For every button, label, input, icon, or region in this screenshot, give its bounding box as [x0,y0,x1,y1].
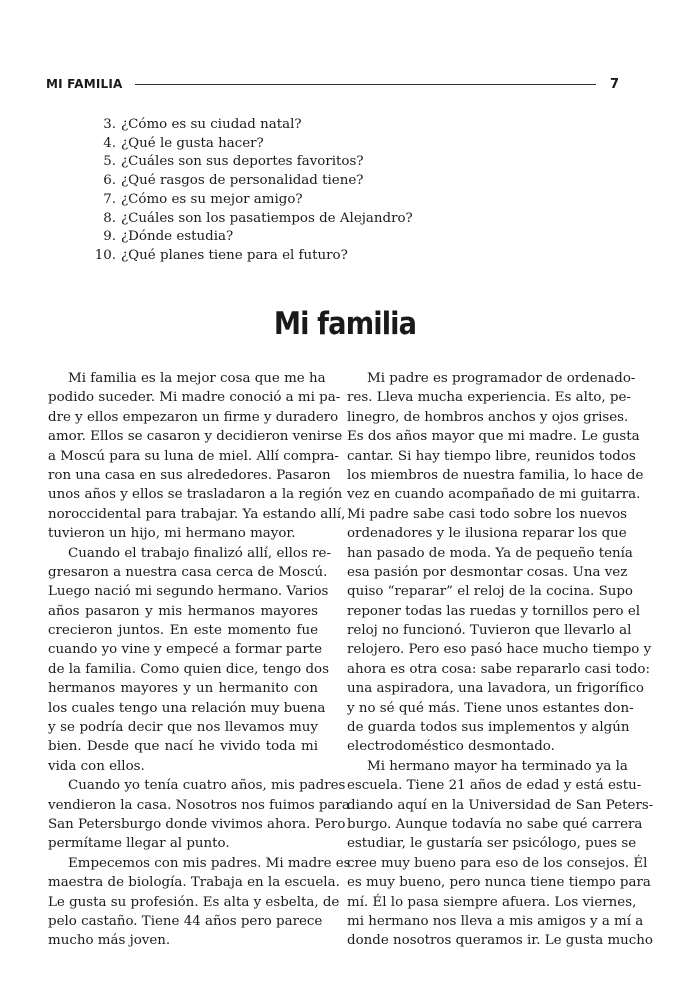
question-item [90,172,413,191]
text-line: ahora es otra cosa: sabe repararlo casi todo: [347,661,650,677]
question-number: 5. [103,154,116,170]
text-line: esa pasión por desmontar cosas. Una vez [347,564,628,580]
question-text: ¿Cuáles son sus deportes favoritos? [121,154,364,170]
text-line: cantar. Si hay tiempo libre, reunidos todos [347,448,636,464]
text-line: Mi familia es la mejor cosa que me ha [68,371,326,386]
question-number: 6. [103,173,116,189]
text-line: diando aquí en la Universidad de San Peters- [347,797,654,813]
question-text: ¿Cuáles son los pasatiempos de Alejandro? [121,210,413,226]
question-item [90,210,413,229]
text-line: Mi padre es programador de ordenado- [367,371,636,386]
text-line: gresaron a nuestra casa cerca de Moscú. [48,564,328,580]
question-list [90,116,413,266]
chapter-title: Mi familia [273,306,417,342]
text-line: estudiar, le gustaría ser psicólogo, pues se [347,836,637,852]
text-line: años pasaron y mis hermanos mayores [48,603,318,619]
text-line: mucho más joven. [48,933,171,949]
text-line: podido suceder. Mi madre conoció a mi pa- [48,390,341,406]
text-line: escuela. Tiene 21 años de edad y está estu- [347,778,642,794]
text-line: pelo castaño. Tiene 44 años pero parece [48,913,323,929]
question-item [90,135,413,154]
text-line: Cuando el trabajo finalizó allí, ellos re- [68,545,331,561]
text-line: quiso “reparar” el reloj de la cocina. Supo [347,584,633,600]
text-line: hermanos mayores y un hermanito con [48,681,318,697]
text-line: unos años y ellos se trasladaron a la región [48,487,343,503]
question-item [90,191,413,210]
question-item [90,228,413,247]
text-line: relojero. Pero eso pasó hace mucho tiempo y [347,642,652,658]
text-line: Mi hermano mayor ha terminado ya la [367,758,628,774]
text-line: Cuando yo tenía cuatro años, mis padres [68,778,346,794]
text-line: los cuales tengo una relación muy buena [48,700,326,716]
question-text: ¿Cómo es su mejor amigo? [121,191,303,207]
question-text: ¿Qué le gusta hacer? [121,135,264,151]
text-line: a Moscú para su luna de miel. Allí compra- [48,448,339,464]
text-line: noroccidental para trabajar. Ya estando allí, [48,506,346,522]
text-line: Luego nació mi segundo hermano. Varios [48,584,329,600]
text-line: de la familia. Como quien dice, tengo dos [48,661,329,677]
text-line: una aspiradora, una lavadora, un frigorífico [347,681,644,697]
text-line: amor. Ellos se casaron y decidieron venirse [48,429,343,445]
text-column-right [347,369,654,951]
running-title: MI FAMILIA [46,77,123,91]
text-line: burgo. Aunque todavía no sabe qué carrera [347,816,643,832]
text-line: vida con ellos. [48,758,145,774]
text-line: maestra de biología. Trabaja en la escuela. [48,875,340,891]
page-number: 7 [609,76,619,92]
question-item [90,153,413,172]
running-header [46,74,619,94]
text-line: Es dos años mayor que mi madre. Le gusta [347,429,640,445]
question-text: ¿Qué planes tiene para el futuro? [121,247,348,263]
text-line: cree muy bueno para eso de los consejos. Él [347,855,648,871]
text-line: tuvieron un hijo, mi hermano mayor. [48,526,296,542]
question-number: 3. [103,117,116,132]
question-text: ¿Qué rasgos de personalidad tiene? [121,173,364,189]
text-line: Mi padre sabe casi todo sobre los nuevos [347,506,628,522]
text-line: mi hermano nos lleva a mis amigos y a mí a [347,913,644,929]
text-line: San Petersburgo donde vivimos ahora. Pero [48,816,346,832]
text-line: cuando yo vine y empecé a formar parte [48,642,323,658]
text-line: res. Lleva mucha experiencia. Es alto, pe- [347,390,631,406]
text-line: vez en cuando acompañado de mi guitarra. [347,487,641,503]
text-line: vendieron la casa. Nosotros nos fuimos para [48,797,350,813]
question-text: ¿Cómo es su ciudad natal? [121,117,302,132]
text-line: de guarda todos sus implementos y algún [347,720,630,736]
question-item [90,247,413,266]
text-line: Empecemos con mis padres. Mi madre es [68,855,351,871]
question-number: 4. [103,135,116,151]
text-line: permítame llegar al punto. [48,836,230,852]
text-line: dre y ellos empezaron un firme y duradero [48,409,339,425]
question-number: 8. [103,210,116,226]
text-line: mí. Él lo pasa siempre afuera. Los viernes, [347,894,637,910]
text-line: Le gusta su profesión. Es alta y esbelta, de [48,894,340,910]
text-line: es muy bueno, pero nunca tiene tiempo para [347,875,651,891]
text-line: los miembros de nuestra familia, lo hace de [347,467,644,483]
text-line: bien. Desde que nací he vivido toda mi [48,739,318,755]
text-line: reloj no funcionó. Tuvieron que llevarlo al [347,623,632,639]
header-rule [135,84,596,85]
text-line: ordenadores y le ilusiona reparar los que [347,526,627,542]
question-text: ¿Dónde estudia? [121,229,234,245]
question-item [90,116,413,135]
text-column-left [48,369,351,951]
text-line: electrodoméstico desmontado. [347,739,555,755]
text-line: y no sé qué más. Tiene unos estantes don- [347,700,634,716]
text-line: reponer todas las ruedas y tornillos pero el [347,603,641,619]
text-line: ron una casa en sus alrededores. Pasaron [48,467,331,483]
text-line: linegro, de hombros anchos y ojos grises. [347,409,629,425]
text-line: donde nosotros queramos ir. Le gusta mucho [347,933,653,949]
text-line: han pasado de moda. Ya de pequeño tenía [347,545,633,561]
question-number: 7. [103,191,116,207]
text-line: crecieron juntos. En este momento fue [48,623,318,639]
text-line: y se podría decir que nos llevamos muy [48,720,318,736]
question-number: 10. [94,247,116,263]
question-number: 9. [103,229,116,245]
